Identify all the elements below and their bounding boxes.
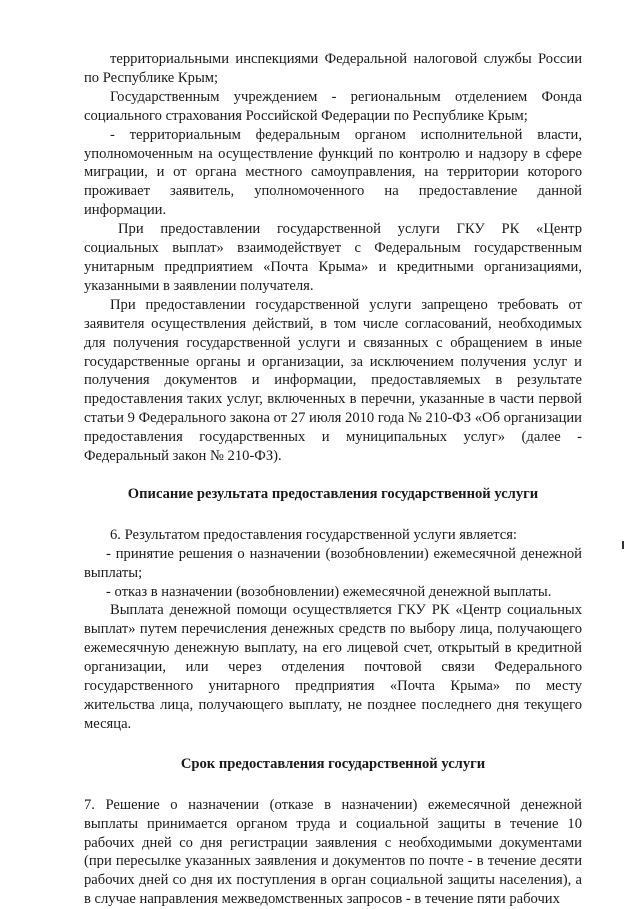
paragraph-prohibited-requirements: При предоставлении государственной услуги запрещено требовать от заявителя осуществления действий, в том числе согласований, необходимых для получения государственной услуги и связанных с обращением в иные государственные органы и организации, за исключением получения услуг и получения документов и информации, предоставляемых в результате предоставления таких услуг, включенных в перечни, указанные в части первой статьи 9 Федерального закона от 27 июля 2010 года № 210-ФЗ «Об организации предоставления государственных и муниципальных услуг» (далее - Федеральный закон № 210-ФЗ).	[84, 296, 582, 465]
paragraph-result-intro: 6. Результатом предоставления государственной услуги является:	[110, 526, 517, 543]
spacer	[84, 466, 582, 485]
section-heading-result: Описание результата предоставления государственной услуги	[127, 485, 539, 502]
paragraph-result-assign: - принятие решения о назначении (возобновлении) ежемесячной денежной выплаты;	[84, 545, 582, 581]
paragraph-migration-authority: - территориальным федеральным органом исполнительной власти, уполномоченным на осуществление функций по контролю и надзору в сфере миграции, и от органа местного самоуправления, на территории которого проживает заявитель, уполномоченного на предоставление данной информации.	[84, 126, 582, 219]
paragraph-decision-term: 7. Решение о назначении (отказе в назначении) ежемесячной денежной выплаты принимается органом труда и социальной защиты в течение 10 рабочих дней со дня регистрации заявления с необходимыми документами (при пересылке указанных заявления и документов по почте - в течение десяти рабочих дней со дня их поступления в орган социальной защиты населения), а в случае направления межведомственных запросов - в течение пяти рабочих	[84, 796, 582, 908]
spacer	[84, 774, 582, 796]
paragraph-social-insurance-fund: Государственным учреждением - региональным отделением Фонда социального страхования Российской Федерации по Республике Крым;	[84, 88, 582, 124]
margin-mark	[622, 541, 624, 549]
paragraph-interaction-post: При предоставлении государственной услуги ГКУ РК «Центр социальных выплат» взаимодействует с Федеральным государственным унитарным предприятием «Почта Крыма» и кредитными организациями, указанными в заявлении получателя.	[84, 221, 582, 294]
document-page	[84, 50, 582, 909]
paragraph-tax-inspections: территориальными инспекциями Федеральной налоговой службы России по Республике Крым;	[84, 51, 582, 86]
spacer	[84, 734, 582, 755]
paragraph-result-refuse: - отказ в назначении (возобновлении) ежемесячной денежной выплаты.	[106, 583, 552, 600]
paragraph-payment-method: Выплата денежной помощи осуществляется ГКУ РК «Центр социальных выплат» путем перечисления денежных средств по выбору лица, получающего ежемесячную денежную выплату, на его лицевой счет, открытый в кредитной организации, или через отделения почтовой связи Федерального государственного унитарного предприятия «Почта Крыма» по месту жительства лица, получающего выплату, не позднее последнего дня текущего месяца.	[84, 602, 582, 732]
section-heading-term: Срок предоставления государственной услуги	[180, 755, 486, 772]
spacer	[84, 504, 582, 526]
